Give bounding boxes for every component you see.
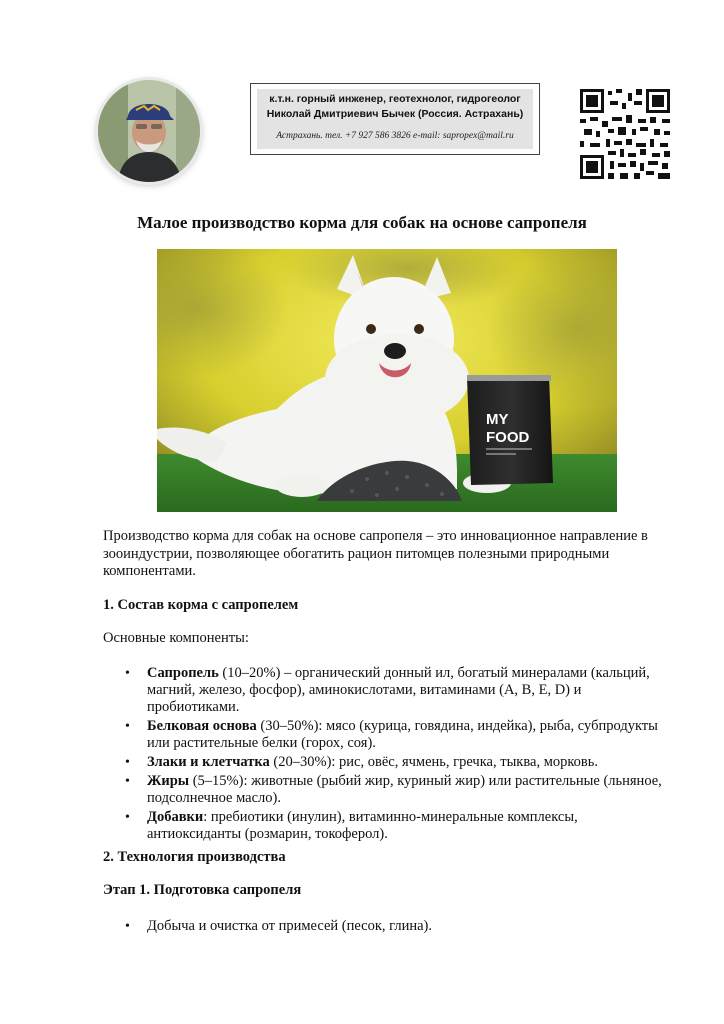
bullet-icon: • xyxy=(125,755,130,770)
qr-code xyxy=(580,89,670,179)
list-item xyxy=(103,754,673,771)
bullet-icon: • xyxy=(125,810,130,825)
component-term: Белковая основа xyxy=(147,718,257,734)
author-name: Николай Дмитриевич Бычек (Россия. Астрахань) xyxy=(266,108,524,120)
author-contacts: Астрахань. тел. +7 927 586 3826 e-mail: sapropex@mail.ru xyxy=(276,131,514,141)
list-item xyxy=(103,718,673,752)
bullet-icon: • xyxy=(125,774,130,789)
component-term: Злаки и клетчатка xyxy=(147,754,270,770)
stage-item-text: Добыча и очистка от примесей (песок, глина). xyxy=(147,918,433,934)
author-credentials: к.т.н. горный инженер, геотехнолог, гидрогеолог xyxy=(269,93,521,105)
package-text-food: FOOD xyxy=(486,429,530,446)
document-title: Малое производство корма для собак на основе сапропеля xyxy=(137,213,587,232)
component-text: (30–50%): мясо (курица, говядина, индейка), рыба, субпродукты или растительные белки (горох, соя). xyxy=(147,718,658,751)
component-term: Сапропель xyxy=(147,665,219,681)
component-term: Жиры xyxy=(147,773,190,789)
component-term: Добавки xyxy=(147,809,204,825)
bullet-icon: • xyxy=(125,719,130,734)
section-1-heading: 1. Состав корма с сапропелем xyxy=(103,597,299,613)
bullet-icon: • xyxy=(125,919,130,934)
section-2-heading: 2. Технология производства xyxy=(103,849,286,865)
bullet-icon: • xyxy=(125,666,130,681)
package-text-my: MY xyxy=(486,411,509,428)
list-item xyxy=(103,809,673,843)
list-item xyxy=(103,918,673,935)
component-text: (20–30%): рис, овёс, ячмень, гречка, тыква, морковь. xyxy=(269,754,599,770)
list-item xyxy=(103,665,673,716)
component-text: (10–20%) – органический донный ил, богатый минералами (кальций, магний, железо, фосфор), аминокислотами, витаминами (A, B, E, D) и пробиотиками. xyxy=(147,665,650,715)
hero-image-dog-food xyxy=(157,249,617,512)
section-1-lead: Основные компоненты: xyxy=(103,630,249,646)
author-header-box xyxy=(250,83,540,155)
component-text: (5–15%): животные (рыбий жир, куриный жир) или растительные (льняное, подсолнечное масло). xyxy=(147,773,662,806)
components-list xyxy=(103,665,673,845)
author-photo xyxy=(98,80,200,182)
stage-1-heading: Этап 1. Подготовка сапропеля xyxy=(103,882,302,898)
list-item xyxy=(103,773,673,807)
component-text: : пребиотики (инулин), витаминно-минеральные комплексы, антиоксиданты (розмарин, токоферол). xyxy=(147,809,578,842)
intro-paragraph: Производство корма для собак на основе сапропеля – это инновационное направление в зооиндустрии, позволяющее обогатить рацион питомцев полезными природными компонентами. xyxy=(103,528,648,579)
stage-1-list xyxy=(103,918,673,937)
